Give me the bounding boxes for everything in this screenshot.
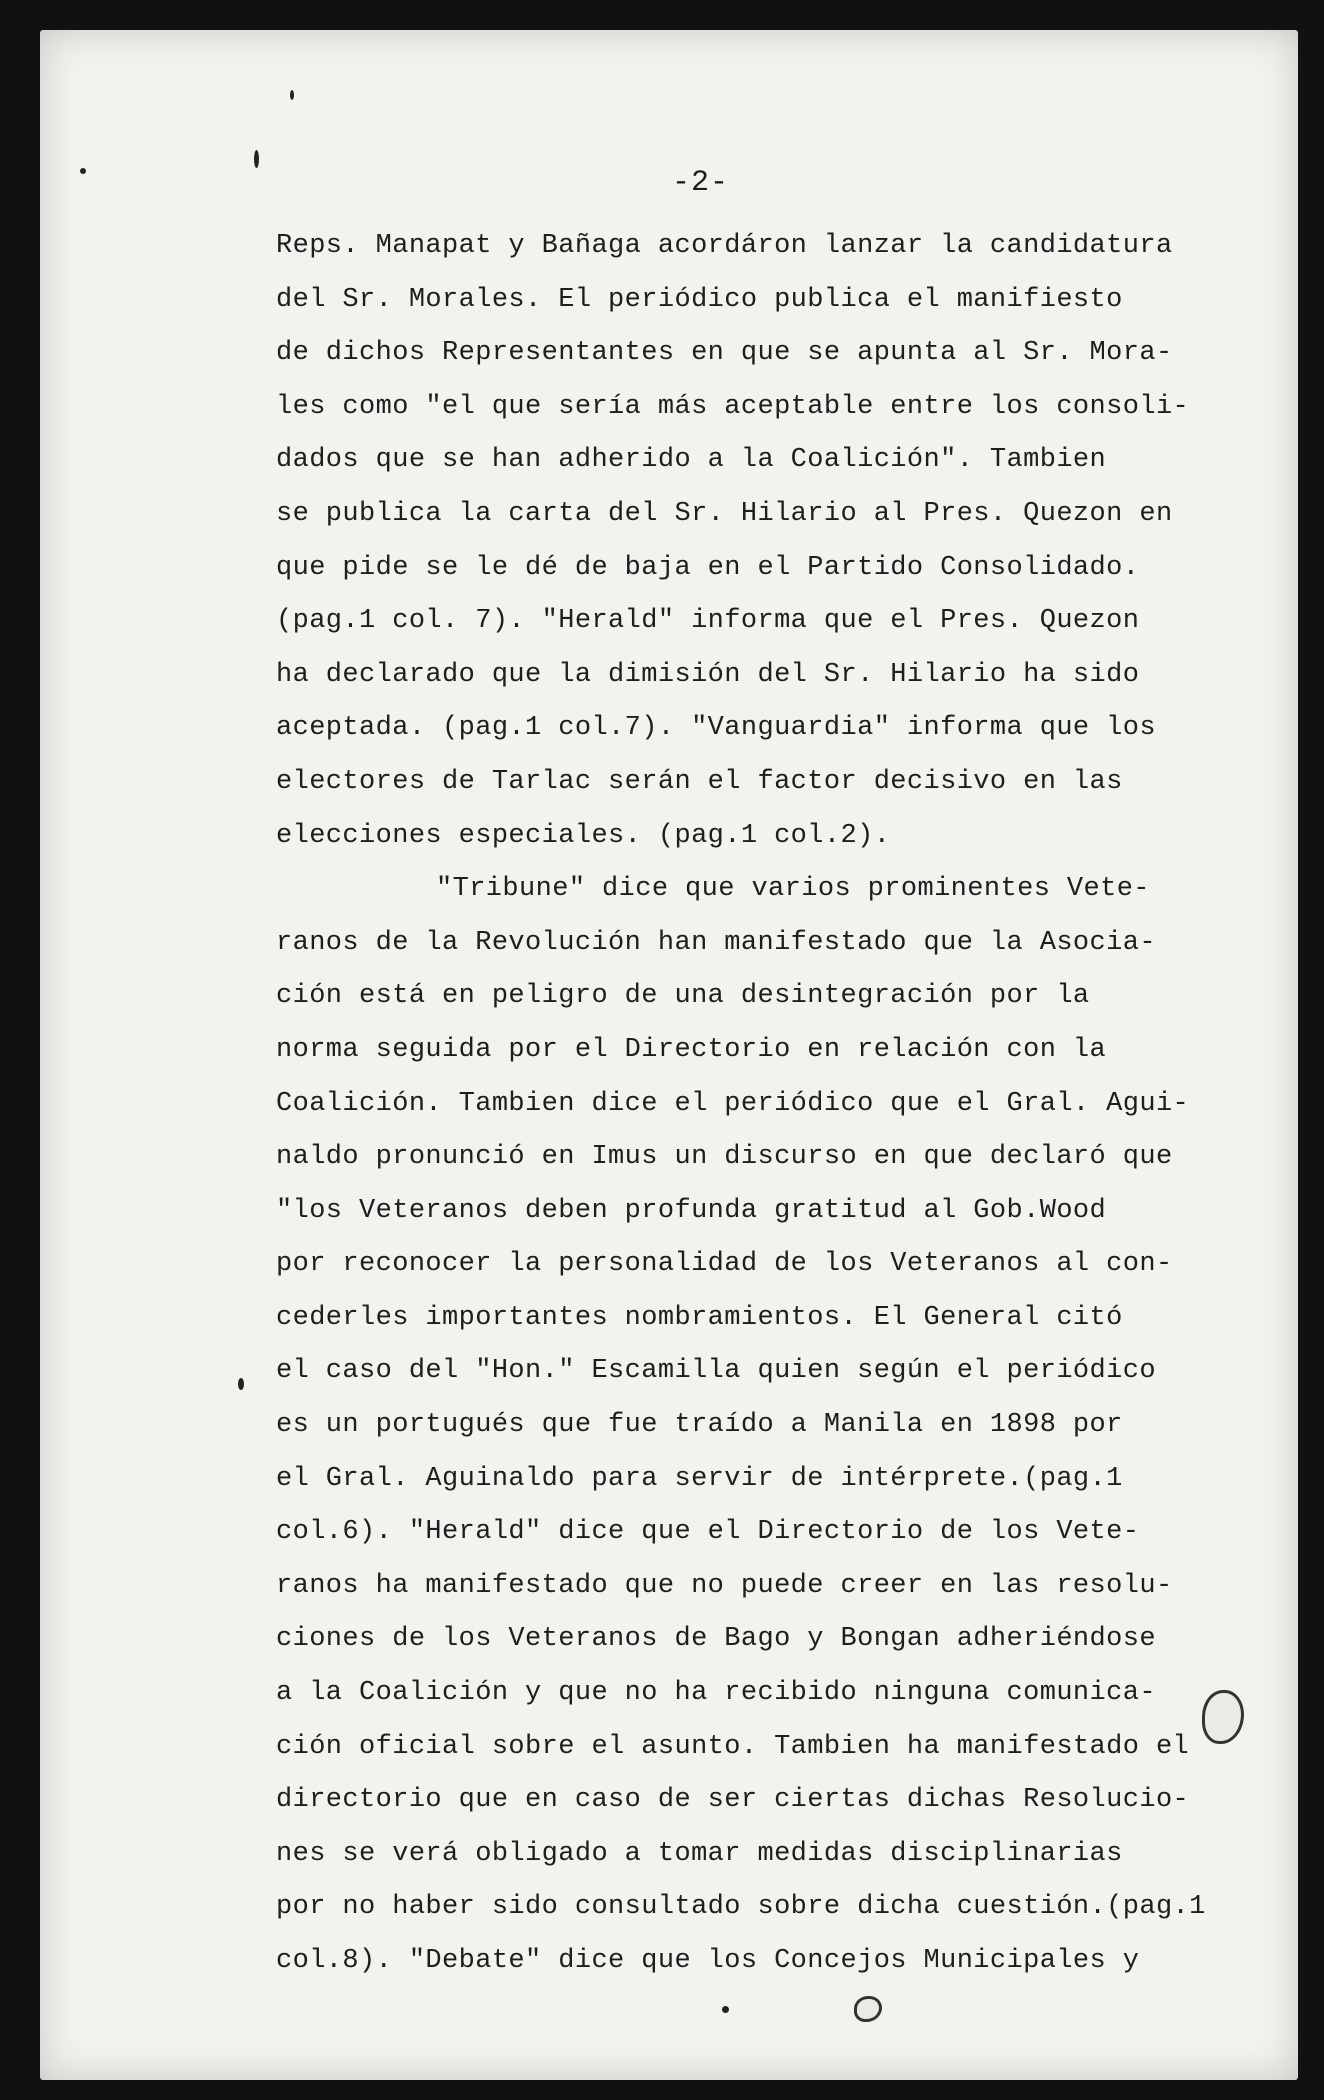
text-line: "los Veteranos deben profunda gratitud al Gob.Wood: [276, 1195, 1107, 1226]
text-line: ciones de los Veteranos de Bago y Bongan adheriéndose: [276, 1624, 1156, 1655]
text-line: del Sr. Morales. El periódico publica el manifiesto: [276, 284, 1123, 315]
text-line: aceptada. (pag.1 col.7). "Vanguardia" informa que los: [276, 713, 1156, 744]
text-line: (pag.1 col. 7). "Herald" informa que el Pres. Quezon: [276, 606, 1140, 637]
text-line: ha declarado que la dimisión del Sr. Hilario ha sido: [276, 659, 1140, 690]
ink-speck: [254, 150, 259, 168]
text-line: se publica la carta del Sr. Hilario al Pres. Quezon en: [276, 498, 1173, 529]
text-line: el caso del "Hon." Escamilla quien según el periódico: [276, 1356, 1156, 1387]
text-line: ción oficial sobre el asunto. Tambien ha manifestado el: [276, 1731, 1190, 1762]
document-body: [276, 220, 1276, 1989]
text-line: dados que se han adherido a la Coalición". Tambien: [276, 445, 1107, 476]
ink-speck: [722, 2006, 729, 2013]
text-line: por no haber sido consultado sobre dicha cuestión.(pag.1: [276, 1892, 1206, 1923]
ink-speck: [238, 1378, 244, 1390]
ink-speck: [290, 90, 294, 100]
text-line: col.8). "Debate" dice que los Concejos Municipales y: [276, 1946, 1140, 1976]
text-line: ranos de la Revolución han manifestado que la Asocia-: [276, 927, 1156, 958]
text-line: norma seguida por el Directorio en relación con la: [276, 1034, 1107, 1065]
text-line: que pide se le dé de baja en el Partido Consolidado.: [276, 552, 1140, 583]
text-line: les como "el que sería más aceptable entre los consoli-: [276, 391, 1190, 422]
text-line: nes se verá obligado a tomar medidas disciplinarias: [276, 1838, 1123, 1869]
page-number: -2-: [672, 166, 730, 200]
text-line: ción está en peligro de una desintegración por la: [276, 981, 1090, 1012]
text-line: elecciones especiales. (pag.1 col.2).: [276, 820, 891, 851]
text-line: de dichos Representantes en que se apunta al Sr. Mora-: [276, 338, 1173, 369]
text-line: a la Coalición y que no ha recibido ninguna comunica-: [276, 1678, 1156, 1709]
text-line: electores de Tarlac serán el factor decisivo en las: [276, 766, 1123, 797]
ink-speck: [80, 168, 86, 174]
text-line: es un portugués que fue traído a Manila en 1898 por: [276, 1410, 1123, 1441]
text-line: col.6). "Herald" dice que el Directorio de los Vete-: [276, 1517, 1140, 1548]
text-line: Reps. Manapat y Bañaga acordáron lanzar la candidatura: [276, 231, 1173, 261]
text-line: Coalición. Tambien dice el periódico que el Gral. Agui-: [276, 1088, 1190, 1119]
text-line: por reconocer la personalidad de los Veteranos al con-: [276, 1249, 1173, 1280]
text-line: cederles importantes nombramientos. El General citó: [276, 1302, 1123, 1333]
text-line: naldo pronunció en Imus un discurso en que declaró que: [276, 1142, 1173, 1173]
text-line: el Gral. Aguinaldo para servir de intérprete.(pag.1: [276, 1463, 1123, 1494]
text-line: "Tribune" dice que varios prominentes Vete-: [436, 874, 1150, 905]
text-line: ranos ha manifestado que no puede creer en las resolu-: [276, 1570, 1173, 1601]
text-line: directorio que en caso de ser ciertas dichas Resolucio-: [276, 1785, 1190, 1816]
